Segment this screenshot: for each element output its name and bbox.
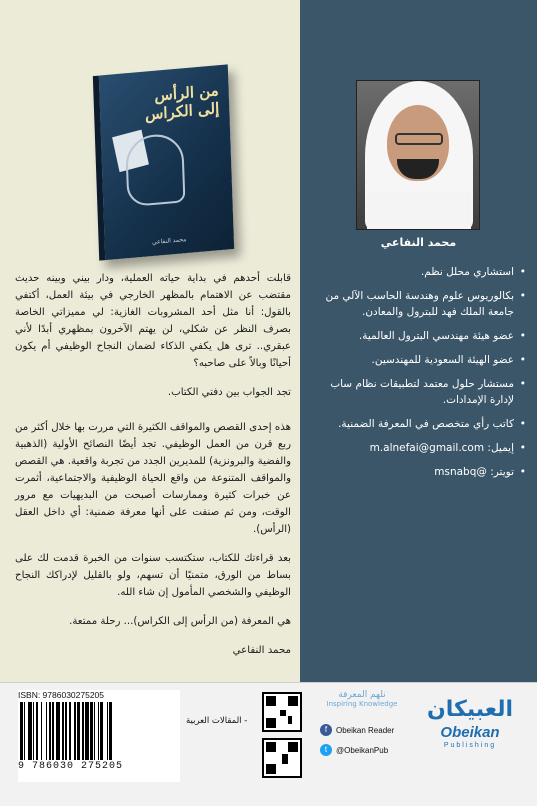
book-title-line1: من الرأس <box>154 81 219 105</box>
bio-item: • عضو الهيئة السعودية للمهندسين. <box>318 352 526 368</box>
bio-item: • عضو هيئة مهندسي البترول العالمية. <box>318 328 526 344</box>
description-paragraph-3: هذه إحدى القصص والمواقف الكثيرة التي مررت بها خلال أكثر من ربع قرن من العمل الوظيفي. تجد أيضًا النصائح الأولية (الذهبية والفضية والبرونزية) للمديرين الجدد من تجربة واقعية. هي القصص والمواقف المتنوعة من واقع الحياة الوظيفية والاجتماعية، أثمرت عن خبرات كثيرة وممارسات أصبحت من البديهيات مع مرور الوقت، ومن ثم صنفت على أنها معرفة ضمنية: أي داخل العقل (الرأس). <box>15 422 291 535</box>
inspiring-en: Inspiring Knowledge <box>326 700 398 708</box>
logo-en: Obeikan <box>440 724 500 741</box>
logo-publishing: Publishing <box>443 742 497 749</box>
bio-item: • كاتب رأي متخصص في المعرفة الضمنية. <box>318 416 526 432</box>
facebook-link[interactable] <box>320 724 394 736</box>
barcode-bars <box>20 702 178 760</box>
qr-code <box>262 692 302 732</box>
inspiring-ar: نلهم المعرفة <box>338 690 386 700</box>
book-cover-author: محمد النفاعي <box>151 236 187 247</box>
obeikan-logo <box>418 696 522 768</box>
logo-ar: العبيكان <box>426 697 513 722</box>
description-text <box>15 270 291 671</box>
book-cover-image <box>93 64 234 260</box>
book-title <box>144 81 219 123</box>
author-bio-list <box>318 264 526 488</box>
author-name: محمد النفاعي <box>380 236 457 249</box>
description-paragraph-5: هي المعرفة (من الرأس إلى الكراس)... رحلة ممتعة. <box>69 616 291 627</box>
bio-item-twitter: • تويتر: @msnabq <box>318 464 526 480</box>
twitter-link[interactable] <box>320 744 388 756</box>
isbn-digits: 9 786030 275205 <box>18 761 124 772</box>
facebook-label: Obeikan Reader <box>336 725 395 735</box>
bio-item-email: • إيميل: m.alnefai@gmail.com <box>318 440 526 456</box>
book-title-line2: إلى الكراس <box>144 99 220 124</box>
barcode <box>18 690 180 782</box>
facebook-icon: f <box>320 724 332 736</box>
description-paragraph-2: تجد الجواب بين دفتي الكتاب. <box>167 387 291 398</box>
category-label: - المقالات العربية <box>186 716 248 726</box>
bio-item: • مستشار حلول معتمد لتطبيقات نظام ساب لإدارة الإمدادات. <box>318 376 526 408</box>
description-paragraph-1: قابلت أحدهم في بداية حياته العملية، ودار بيني وبينه حديث مقتضب عن الاهتمام بالمظهر الخارجي في بيئة العمل، أكتفي بالقول: أنا مثل أحد المشروبات الغازية: لي مميزاتي الخاصة بصرف النظر عن شكلي، لن يهتم الآخرون بمظهري أبدًا لأني عبقري.. ترى هل يكفي الذكاء لضمان النجاح الوظيفي أم يكون أحيانًا وبالاً على صاحبه؟ <box>15 273 291 369</box>
qr-code <box>262 738 302 778</box>
twitter-label: @ObeikanPub <box>336 745 389 755</box>
head-icon <box>125 132 185 207</box>
twitter-icon: t <box>320 744 332 756</box>
isbn-label: ISBN: 9786030275205 <box>18 690 105 700</box>
bio-item: • بكالوريوس علوم وهندسة الحاسب الآلي من جامعة الملك فهد للبترول والمعادن. <box>318 288 526 320</box>
description-paragraph-4: بعد قراءتك للكتاب، ستكتسب سنوات من الخبرة قدمت لك على بساط من الورق، متمنيًا أن تسهم، ولو بالقليل لإدراكك النجاح الوظيفي والشخصي المأمول إن شاء الله. <box>15 553 291 598</box>
author-photo <box>356 80 480 230</box>
inspiring-knowledge <box>322 690 402 708</box>
bio-item: • استشاري محلل نظم. <box>318 264 526 280</box>
author-signature: محمد النفاعي <box>232 645 291 656</box>
